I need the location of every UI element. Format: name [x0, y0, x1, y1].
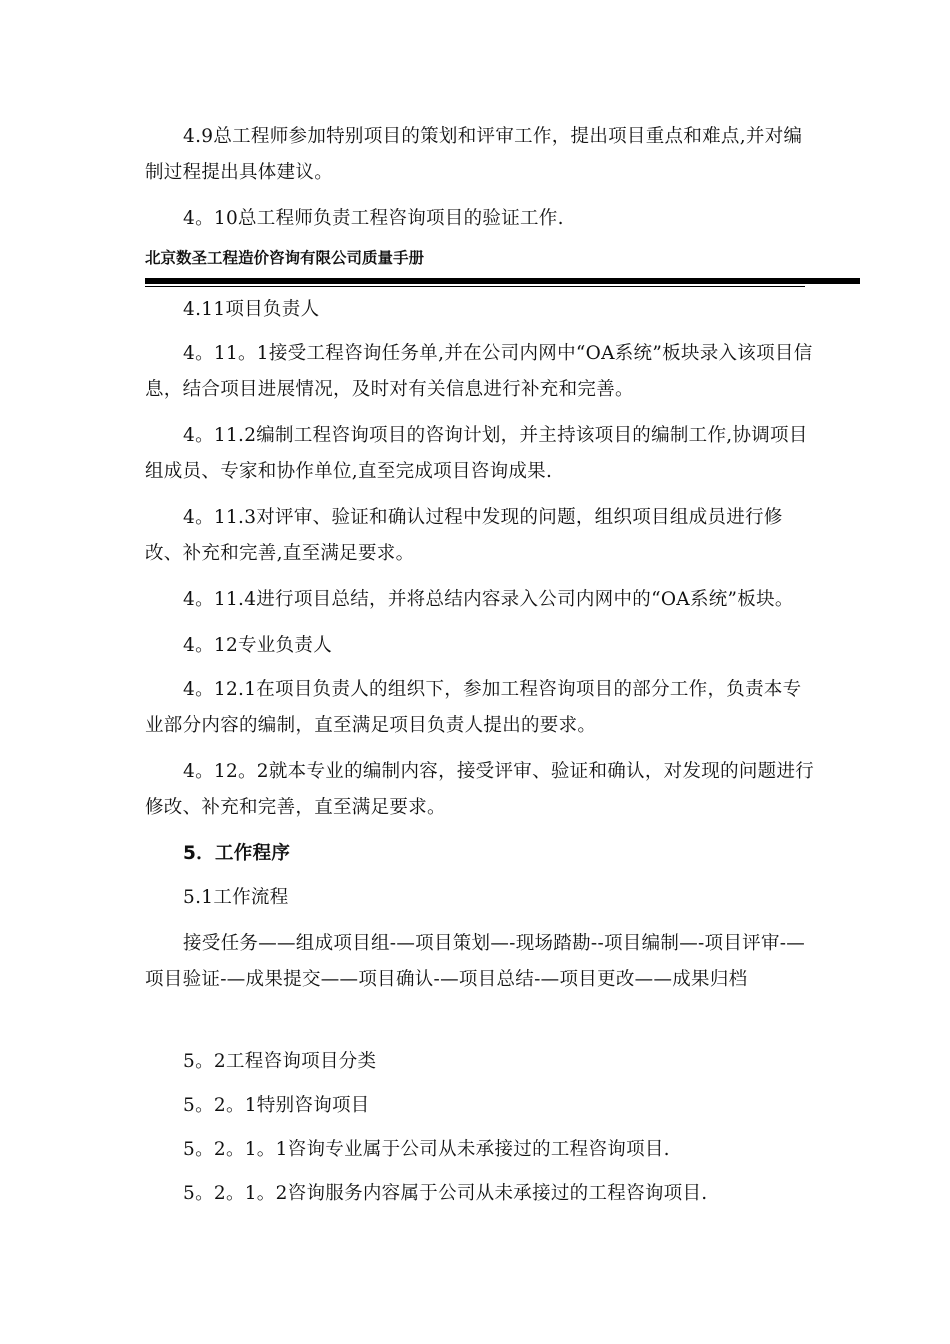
- paragraph-4-12: 4。12专业负责人: [183, 635, 333, 656]
- paragraph-5-2-1-1: 5。2。1。1咨询专业属于公司从未承接过的工程咨询项目.: [183, 1139, 670, 1160]
- header-rule-thick: [145, 278, 860, 284]
- paragraph-4-12-1: 4。12.1在项目负责人的组织下，参加工程咨询项目的部分工作，负责本专业部分内容的编制，直至满足项目负责人提出的要求。: [145, 679, 802, 736]
- section-5-2-1-heading: 5。2。1特别咨询项目: [183, 1095, 370, 1116]
- section-5-2-heading: 5。2工程咨询项目分类: [183, 1051, 377, 1072]
- header-rule-thin: [145, 286, 805, 287]
- paragraph-4-11-3: 4。11.3对评审、验证和确认过程中发现的问题，组织项目组成员进行修改、补充和完善,直至满足要求。: [145, 507, 783, 564]
- paragraph-4-11: 4.11项目负责人: [183, 299, 320, 320]
- paragraph-4-12-2: 4。12。2就本专业的编制内容，接受评审、验证和确认，对发现的问题进行修改、补充和完善，直至满足要求。: [145, 761, 815, 818]
- section-5-heading: 5．工作程序: [183, 843, 291, 864]
- running-header: 北京数圣工程造价咨询有限公司质量手册: [145, 249, 425, 267]
- paragraph-4-11-2: 4。11.2编制工程咨询项目的咨询计划，并主持该项目的编制工作,协调项目组成员、专家和协作单位,直至完成项目咨询成果.: [145, 425, 808, 482]
- paragraph-4-11-1: 4。11。1接受工程咨询任务单,并在公司内网中“OA系统”板块录入该项目信息，结合项目进展情况，及时对有关信息进行补充和完善。: [145, 343, 813, 400]
- paragraph-4-11-4: 4。11.4进行项目总结，并将总结内容录入公司内网中的“OA系统”板块。: [183, 589, 794, 610]
- paragraph-5-2-1-2: 5。2。1。2咨询服务内容属于公司从未承接过的工程咨询项目.: [183, 1183, 708, 1204]
- paragraph-4-10: 4。10总工程师负责工程咨询项目的验证工作.: [183, 208, 564, 229]
- paragraph-4-9: 4.9总工程师参加特别项目的策划和评审工作，提出项目重点和难点,并对编制过程提出具体建议。: [145, 126, 803, 183]
- workflow-text: 接受任务——组成项目组-—项目策划—-现场踏勘--项目编制—-项目评审-—项目验证-—成果提交——项目确认-—项目总结-—项目更改——成果归档: [145, 933, 806, 990]
- section-5-1-heading: 5.1工作流程: [183, 887, 289, 908]
